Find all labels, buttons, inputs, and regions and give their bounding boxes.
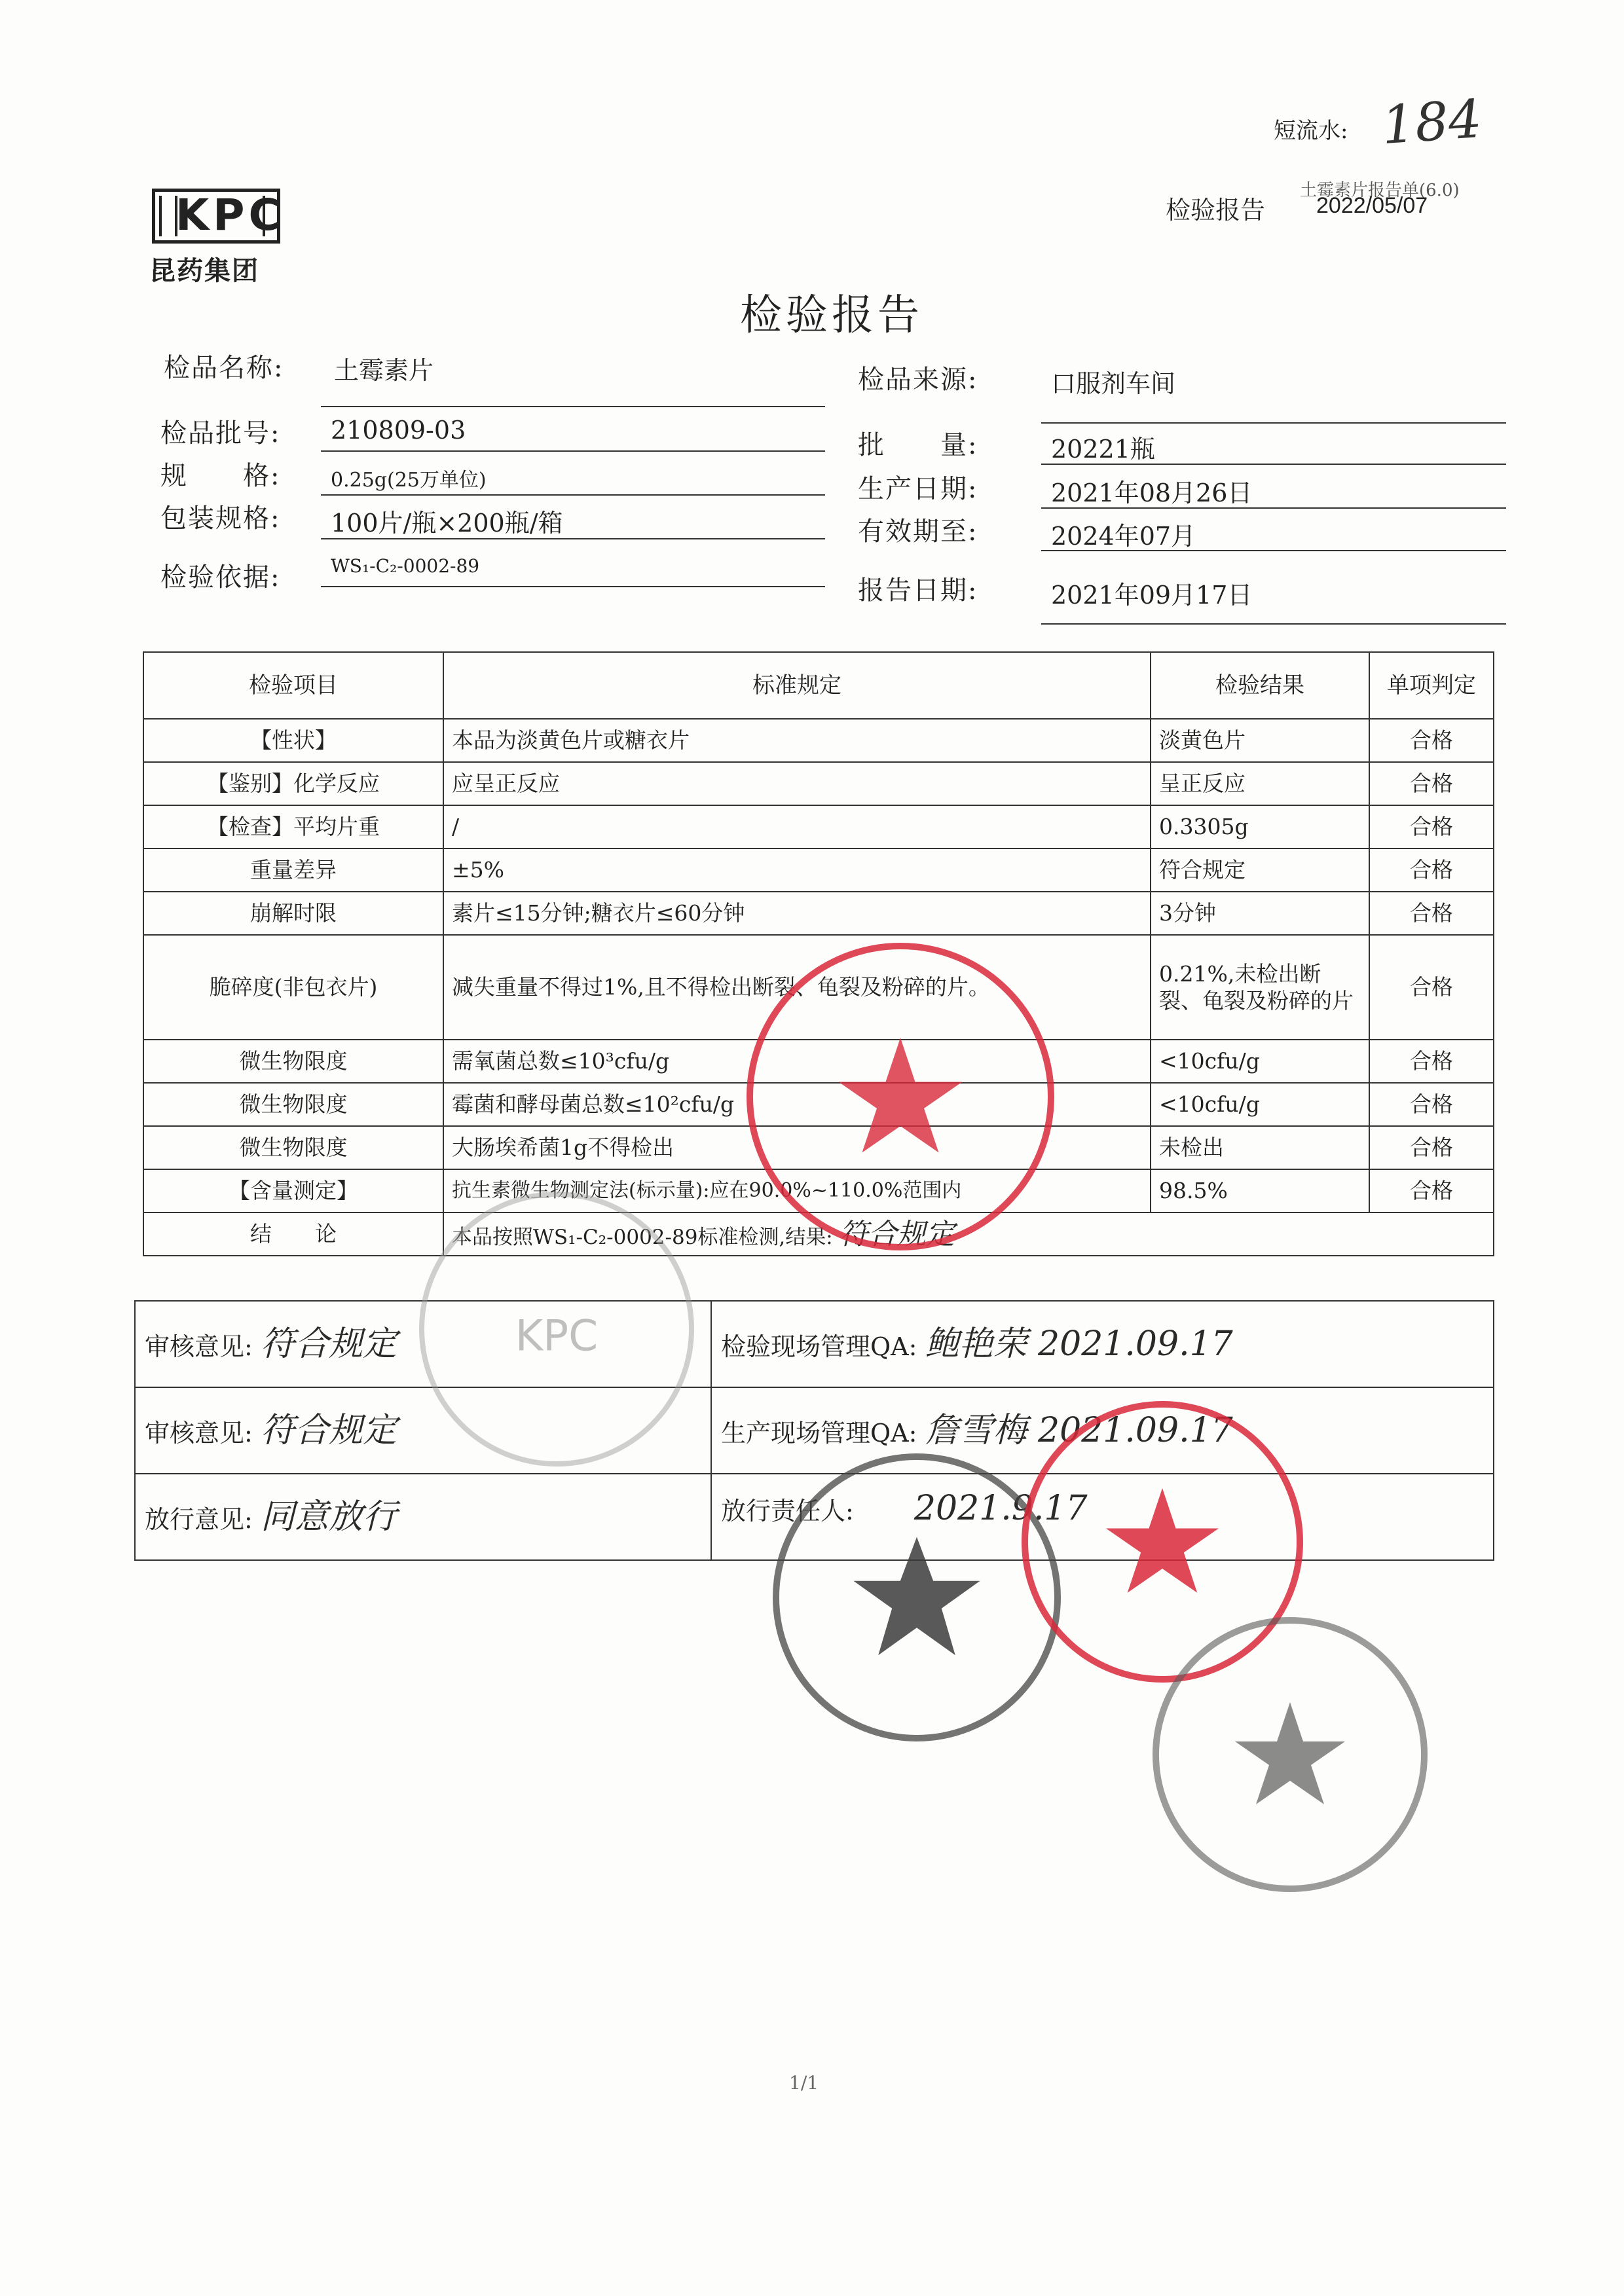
row-standard: 霉菌和酵母菌总数≤10²cfu/g	[443, 1083, 1151, 1126]
row-result: 淡黄色片	[1151, 719, 1369, 762]
report-label: 检验报告	[1166, 196, 1266, 225]
row-standard: 抗生素微生物测定法(标示量):应在90.0%~110.0%范围内	[443, 1169, 1151, 1212]
table-row	[143, 1126, 1494, 1169]
row-result: 符合规定	[1151, 848, 1369, 892]
row-judge: 合格	[1369, 892, 1494, 935]
qa-inspect-signature: 鲍艳荣 2021.09.17	[925, 1324, 1233, 1364]
review1-label: 审核意见:	[145, 1332, 253, 1361]
table-row	[143, 935, 1494, 1040]
review2-cell	[135, 1387, 711, 1474]
row-result: 呈正反应	[1151, 762, 1369, 805]
svg-text:KPC: KPC	[515, 1311, 599, 1361]
spec-value: 0.25g(25万单位)	[331, 469, 487, 492]
quantity-value: 20221瓶	[1051, 435, 1155, 464]
qa-prod-cell	[711, 1387, 1494, 1474]
row-standard: 素片≤15分钟;糖衣片≤60分钟	[443, 892, 1151, 935]
approval-row	[135, 1474, 1494, 1560]
col-header-result: 检验结果	[1151, 652, 1369, 719]
row-item: 微生物限度	[143, 1040, 443, 1083]
qa-prod-label: 生产现场管理QA:	[721, 1419, 917, 1448]
mfg-date-label: 生产日期:	[858, 474, 978, 504]
row-item: 重量差异	[143, 848, 443, 892]
report-date-label: 报告日期:	[858, 575, 978, 606]
qa-inspect-label: 检验现场管理QA:	[721, 1332, 917, 1361]
serial-label: 短流水:	[1274, 118, 1348, 144]
review1-cell	[135, 1301, 711, 1387]
row-judge: 合格	[1369, 935, 1494, 1040]
table-row	[143, 848, 1494, 892]
package-label: 包装规格:	[160, 503, 281, 534]
row-standard: 大肠埃希菌1g不得检出	[443, 1126, 1151, 1169]
print-date: 2022/05/07	[1316, 193, 1428, 218]
logo-mark: KPC	[175, 190, 284, 240]
row-item: 【含量测定】	[143, 1169, 443, 1212]
page-title: 检验报告	[740, 291, 923, 340]
package-value: 100片/瓶×200瓶/箱	[331, 509, 563, 538]
row-item: 脆碎度(非包衣片)	[143, 935, 443, 1040]
table-row	[143, 892, 1494, 935]
row-judge: 合格	[1369, 719, 1494, 762]
table-row	[143, 1083, 1494, 1126]
product-name-value: 土霉素片	[334, 356, 434, 385]
conclusion-cell	[443, 1212, 1494, 1256]
row-result: <10cfu/g	[1151, 1040, 1369, 1083]
col-header-judge: 单项判定	[1369, 652, 1494, 719]
row-standard: 应呈正反应	[443, 762, 1151, 805]
approval-table	[134, 1300, 1494, 1561]
row-item: 微生物限度	[143, 1126, 443, 1169]
row-judge: 合格	[1369, 762, 1494, 805]
qa-inspect-cell	[711, 1301, 1494, 1387]
release-label: 放行意见:	[145, 1505, 253, 1534]
row-result: 98.5%	[1151, 1169, 1369, 1212]
table-row	[143, 719, 1494, 762]
review2-label: 审核意见:	[145, 1419, 253, 1448]
row-standard: /	[443, 805, 1151, 848]
spec-label: 规 格:	[160, 461, 281, 491]
row-judge: 合格	[1369, 848, 1494, 892]
row-item: 崩解时限	[143, 892, 443, 935]
row-judge: 合格	[1369, 805, 1494, 848]
quantity-label: 批 量:	[858, 430, 978, 460]
basis-value: WS₁-C₂-0002-89	[331, 555, 480, 577]
row-item: 【鉴别】化学反应	[143, 762, 443, 805]
row-result: 未检出	[1151, 1126, 1369, 1169]
batch-label: 检品批号:	[160, 418, 281, 448]
dongchuan-seal-stamp	[1153, 1617, 1428, 1892]
row-item: 【性状】	[143, 719, 443, 762]
release-cell	[135, 1474, 711, 1560]
table-row	[143, 805, 1494, 848]
conclusion-text: 本品按照WS₁-C₂-0002-89标准检测,结果:	[452, 1225, 833, 1249]
row-judge: 合格	[1369, 1083, 1494, 1126]
table-row	[143, 1169, 1494, 1212]
row-item: 微生物限度	[143, 1083, 443, 1126]
col-header-item: 检验项目	[143, 652, 443, 719]
row-standard: 减失重量不得过1%,且不得检出断裂、龟裂及粉碎的片。	[443, 935, 1151, 1040]
release-person-cell	[711, 1474, 1494, 1560]
table-row	[143, 1040, 1494, 1083]
source-value: 口服剂车间	[1051, 369, 1176, 398]
row-judge: 合格	[1369, 1169, 1494, 1212]
mfg-date-value: 2021年08月26日	[1051, 479, 1253, 507]
report-date-value: 2021年09月17日	[1051, 581, 1253, 610]
row-standard: ±5%	[443, 848, 1151, 892]
row-result: <10cfu/g	[1151, 1083, 1369, 1126]
review2-handwritten: 符合规定	[260, 1411, 397, 1450]
page-number: 1/1	[789, 2072, 819, 2094]
serial-handwritten-number: 184	[1379, 88, 1484, 156]
basis-label: 检验依据:	[160, 562, 281, 592]
row-result: 3分钟	[1151, 892, 1369, 935]
release-person-label: 放行责任人:	[721, 1497, 854, 1525]
table-row	[143, 762, 1494, 805]
row-item: 【检查】平均片重	[143, 805, 443, 848]
expiry-label: 有效期至:	[858, 517, 978, 547]
col-header-standard: 标准规定	[443, 652, 1151, 719]
expiry-value: 2024年07月	[1051, 522, 1196, 551]
conclusion-label: 结 论	[143, 1212, 443, 1256]
conclusion-handwritten: 符合规定	[839, 1217, 955, 1251]
product-name-label: 检品名称:	[164, 353, 284, 383]
logo-company-name: 昆药集团	[149, 256, 259, 286]
batch-value: 210809-03	[331, 416, 466, 445]
results-table	[143, 651, 1494, 1256]
row-standard: 本品为淡黄色片或糖衣片	[443, 719, 1151, 762]
row-result: 0.21%,未检出断裂、龟裂及粉碎的片	[1151, 935, 1369, 1040]
release-handwritten: 同意放行	[260, 1497, 397, 1537]
approval-row	[135, 1301, 1494, 1387]
review1-handwritten: 符合规定	[260, 1324, 397, 1364]
qa-prod-signature: 詹雪梅 2021.09.17	[925, 1411, 1233, 1450]
conclusion-row	[143, 1212, 1494, 1256]
source-label: 检品来源:	[858, 365, 978, 395]
template-name: 土霉素片报告单(6.0)	[1300, 181, 1460, 200]
approval-row	[135, 1387, 1494, 1474]
release-person-signature: 2021.9.17	[913, 1489, 1088, 1528]
row-judge: 合格	[1369, 1040, 1494, 1083]
row-judge: 合格	[1369, 1126, 1494, 1169]
row-result: 0.3305g	[1151, 805, 1369, 848]
row-standard: 需氧菌总数≤10³cfu/g	[443, 1040, 1151, 1083]
table-header-row	[143, 652, 1494, 719]
